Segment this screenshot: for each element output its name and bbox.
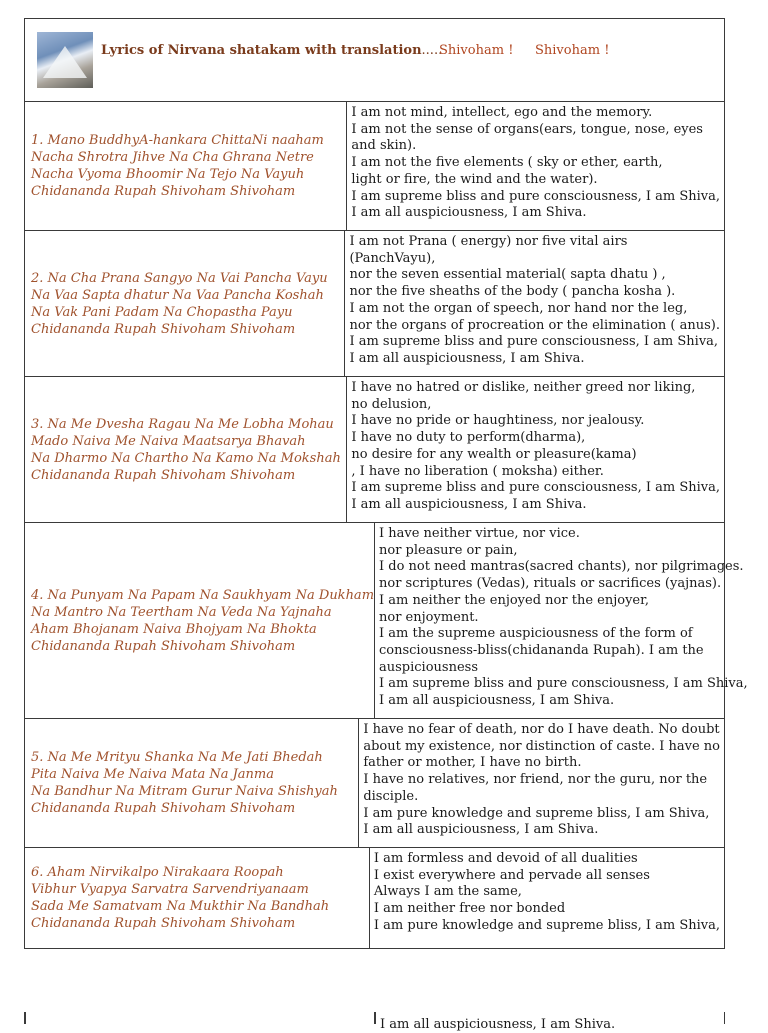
sanskrit-cell: [25, 231, 345, 376]
translation-cell: [347, 102, 724, 230]
sanskrit-line: 2. Na Cha Prana Sangyo Na Vai Pancha Vayu: [31, 270, 328, 286]
translation-line: I am all auspiciousness, I am Shiva.: [349, 350, 585, 366]
translation-line: I am pure knowledge and supreme bliss, I am Shiva,: [363, 805, 710, 821]
translation-line: nor scriptures (Vedas), rituals or sacrifices (yajnas).: [379, 576, 722, 592]
translation-line: I am all auspiciousness, I am Shiva.: [351, 205, 587, 221]
translation-line: auspiciousness: [379, 659, 478, 675]
translation-line: I am not Prana ( energy) nor five vital airs: [349, 234, 628, 249]
translation-line: nor the five sheaths of the body ( pancha kosha ).: [349, 284, 676, 300]
translation-line: I am neither free nor bonded: [373, 901, 566, 917]
shivoham-label-2: Shivoham !: [535, 43, 610, 58]
translation-line: I am supreme bliss and pure consciousness, I am Shiva,: [349, 334, 719, 350]
page-title: Lyrics of Nirvana shatakam with translation.....: [101, 43, 443, 58]
next-page-fragment: [24, 1012, 725, 1032]
translation-line: I am all auspiciousness, I am Shiva.: [379, 693, 615, 709]
translation-line: no delusion,: [351, 396, 432, 412]
translation-line: I am supreme bliss and pure consciousness, I am Shiva,: [351, 480, 720, 496]
translation-line: I have no hatred or dislike, neither greed nor liking,: [351, 380, 696, 395]
sanskrit-line: Nacha Shrotra Jihve Na Cha Ghrana Netre: [31, 150, 314, 165]
translation-line: I have no fear of death, nor do I have death. No doubt: [363, 722, 720, 737]
lyrics-table: [24, 18, 748, 949]
translation-line: consciousness-bliss(chidananda Rupah). I am the: [379, 642, 704, 658]
translation-line: I am not the organ of speech, nor hand nor the leg,: [349, 300, 688, 316]
translation-cell: [359, 719, 724, 847]
sanskrit-cell: [25, 848, 370, 948]
sanskrit-line: Chidananda Rupah Shivoham Shivoham: [31, 638, 296, 654]
sanskrit-line: Chidananda Rupah Shivoham Shivoham: [31, 467, 296, 483]
translation-cell: [375, 523, 752, 718]
translation-line: no desire for any wealth or pleasure(kama): [351, 446, 637, 462]
translation-cell: [370, 848, 724, 948]
sanskrit-line: 5. Na Me Mrityu Shanka Na Me Jati Bhedah: [31, 750, 323, 765]
verse-row: [25, 377, 724, 523]
verse-row: [25, 231, 724, 377]
sanskrit-line: Vibhur Vyapya Sarvatra Sarvendriyanaam: [31, 882, 309, 897]
sanskrit-line: Na Bandhur Na Mitram Gurur Naiva Shishyah: [31, 784, 338, 799]
sanskrit-line: 1. Mano BuddhyA-hankara ChittaNi naaham: [31, 133, 324, 148]
shivoham-label-1: Shivoham !: [439, 43, 514, 58]
translation-line: nor pleasure or pain,: [379, 542, 518, 558]
translation-line: and skin).: [351, 138, 417, 154]
sanskrit-line: 3. Na Me Dvesha Ragau Na Me Lobha Mohau: [31, 416, 334, 432]
verse-row: [25, 102, 724, 231]
sanskrit-line: Na Dharmo Na Chartho Na Kamo Na Mokshah: [31, 450, 341, 466]
translation-line: I am supreme bliss and pure consciousness, I am Shiva,: [351, 188, 720, 204]
translation-line: (PanchVayu),: [349, 250, 436, 266]
sanskrit-cell: [25, 377, 347, 522]
translation-line: father or mother, I have no birth.: [363, 755, 582, 771]
sanskrit-line: Chidananda Rupah Shivoham Shivoham: [31, 184, 296, 199]
table-header: [25, 19, 724, 102]
translation-line: I am all auspiciousness, I am Shiva.: [363, 822, 599, 838]
sanskrit-line: 4. Na Punyam Na Papam Na Saukhyam Na Dukham: [31, 587, 375, 603]
translation-line: I am formless and devoid of all dualities: [373, 851, 638, 866]
sanskrit-line: Chidananda Rupah Shivoham Shivoham: [31, 801, 296, 816]
translation-line: I am not mind, intellect, ego and the memory.: [351, 105, 653, 120]
translation-line: I do not need mantras(sacred chants), nor pilgrimages.: [379, 559, 744, 575]
translation-line: I am neither the enjoyed nor the enjoyer,: [379, 592, 650, 608]
translation-line: I am all auspiciousness, I am Shiva.: [351, 496, 587, 512]
translation-line: I am not the five elements ( sky or ether, earth,: [351, 155, 663, 171]
translation-cell: [345, 231, 724, 376]
translation-line: I have neither virtue, nor vice.: [379, 526, 580, 541]
sanskrit-line: Chidananda Rupah Shivoham Shivoham: [31, 321, 296, 337]
translation-line: I am supreme bliss and pure consciousness, I am Shiva,: [379, 676, 748, 692]
sanskrit-line: Pita Naiva Me Naiva Mata Na Janma: [31, 767, 275, 782]
translation-line: I have no relatives, nor friend, nor the guru, nor the: [363, 772, 708, 788]
translation-line: I have no duty to perform(dharma),: [351, 430, 586, 446]
sanskrit-line: Sada Me Samatvam Na Mukthir Na Bandhah: [31, 899, 330, 914]
sanskrit-line: Na Vak Pani Padam Na Chopastha Payu: [31, 304, 293, 320]
sanskrit-line: Mado Naiva Me Naiva Maatsarya Bhavah: [31, 433, 306, 449]
translation-line: I am pure knowledge and supreme bliss, I am Shiva,: [373, 917, 720, 933]
translation-line: nor enjoyment.: [379, 609, 479, 625]
translation-line: light or fire, the wind and the water).: [351, 171, 598, 187]
translation-line: nor the organs of procreation or the elimination ( anus).: [349, 317, 720, 333]
sanskrit-cell: [25, 719, 359, 847]
sanskrit-line: Na Mantro Na Teertham Na Veda Na Yajnaha: [31, 604, 332, 620]
sanskrit-line: Chidananda Rupah Shivoham Shivoham: [31, 916, 296, 931]
sanskrit-cell: [25, 523, 375, 718]
translation-line: I am the supreme auspiciousness of the form of: [379, 626, 693, 642]
translation-line: I have no pride or haughtiness, nor jealousy.: [351, 413, 645, 429]
verse-row: [25, 848, 724, 948]
translation-line: I exist everywhere and pervade all senses: [373, 867, 650, 883]
verse-row: [25, 523, 748, 719]
translation-line: disciple.: [363, 788, 419, 804]
sanskrit-line: Aham Bhojanam Naiva Bhojyam Na Bhokta: [31, 621, 317, 637]
sanskrit-cell: [25, 102, 347, 230]
translation-cell: [347, 377, 724, 522]
next-page-text: I am all auspiciousness, I am Shiva.: [380, 1017, 616, 1032]
translation-line: Always I am the same,: [373, 884, 522, 900]
translation-line: , I have no liberation ( moksha) either.: [351, 463, 604, 479]
translation-line: I am not the sense of organs(ears, tongue, nose, eyes: [351, 121, 703, 137]
sanskrit-line: Na Vaa Sapta dhatur Na Vaa Pancha Koshah: [31, 287, 324, 303]
sanskrit-line: Nacha Vyoma Bhoomir Na Tejo Na Vayuh: [31, 167, 305, 182]
translation-line: nor the seven essential material( sapta dhatu ) ,: [349, 267, 666, 283]
verse-row: [25, 719, 724, 848]
sanskrit-line: 6. Aham Nirvikalpo Nirakaara Roopah: [31, 865, 284, 880]
translation-line: about my existence, nor distinction of caste. I have no: [363, 738, 720, 754]
mountain-thumbnail-image: [37, 32, 93, 88]
